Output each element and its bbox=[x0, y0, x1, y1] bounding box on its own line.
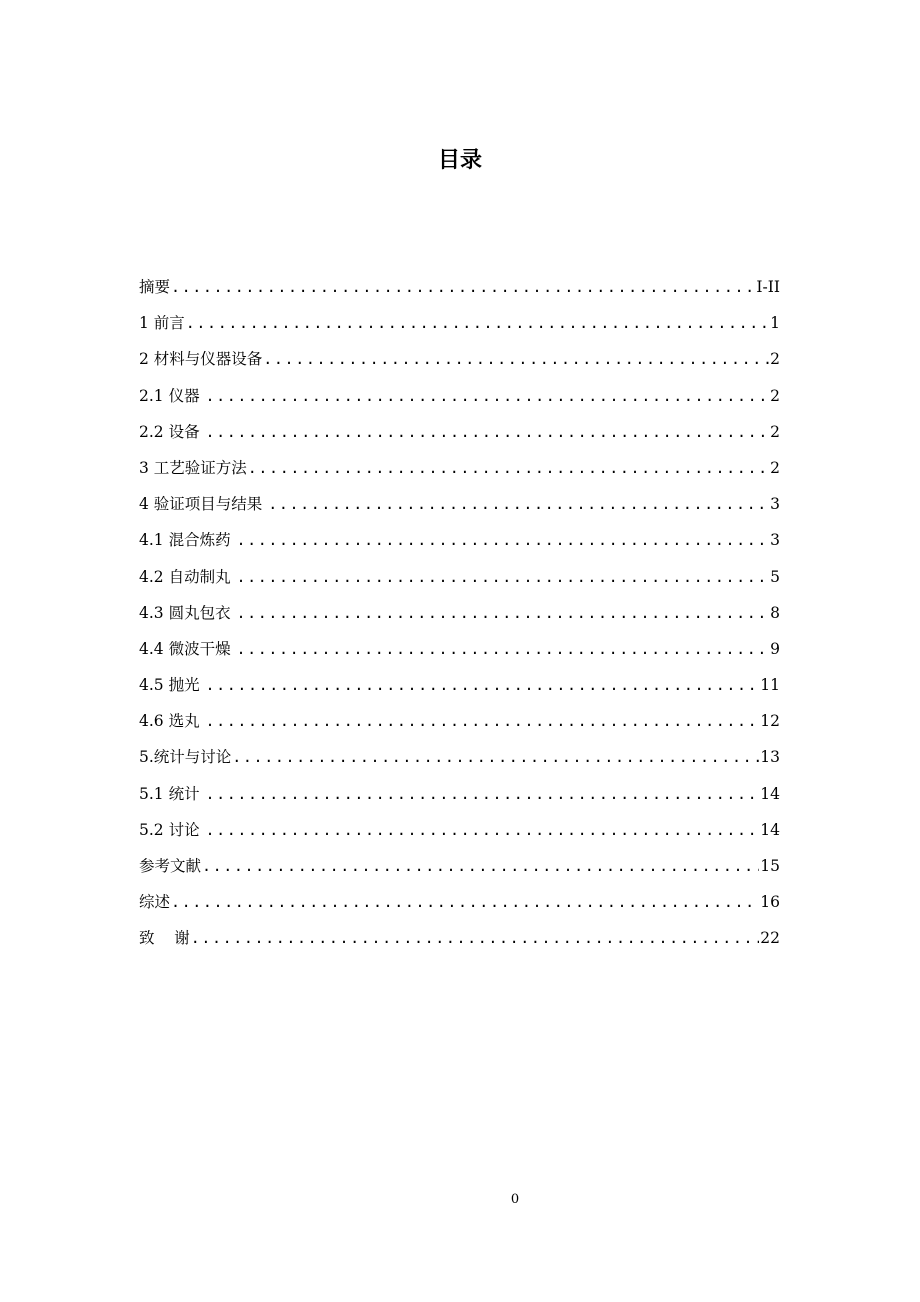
toc-entry-microwave-drying[interactable] bbox=[139, 631, 780, 667]
toc-entry-page: 5 bbox=[770, 567, 780, 586]
toc-dot-leader bbox=[268, 486, 769, 522]
toc-dot-leader bbox=[191, 920, 760, 956]
toc-dot-leader bbox=[237, 559, 770, 595]
toc-entry-page: 2 bbox=[770, 458, 780, 477]
toc-entry-page: 3 bbox=[770, 531, 780, 550]
toc-entry-acknowledgements[interactable] bbox=[139, 920, 780, 956]
toc-entry-label: 致 谢 bbox=[139, 929, 190, 948]
toc-dot-leader bbox=[186, 305, 769, 341]
toc-entry-label: 2.2 设备 bbox=[139, 422, 205, 441]
toc-entry-label: 2 材料与仪器设备 bbox=[139, 350, 263, 369]
toc-entry-page: 2 bbox=[770, 422, 780, 441]
toc-entry-page: 9 bbox=[770, 639, 780, 658]
toc-entry-results[interactable] bbox=[139, 486, 780, 522]
toc-entry-mixing[interactable] bbox=[139, 522, 780, 558]
toc-entry-pill-making[interactable] bbox=[139, 559, 780, 595]
footer-page-number: 0 bbox=[510, 1192, 520, 1207]
toc-entry-polishing[interactable] bbox=[139, 667, 780, 703]
toc-entry-page: I-II bbox=[756, 278, 780, 296]
toc-entry-page: 12 bbox=[760, 712, 780, 731]
toc-entry-page: 13 bbox=[760, 748, 780, 767]
toc-dot-leader bbox=[206, 812, 760, 848]
table-of-contents bbox=[139, 269, 780, 957]
toc-entry-label: 4.5 抛光 bbox=[139, 676, 205, 695]
toc-entry-page: 15 bbox=[760, 857, 780, 875]
toc-entry-equipment[interactable] bbox=[139, 414, 780, 450]
toc-entry-methods[interactable] bbox=[139, 450, 780, 486]
toc-dot-leader bbox=[206, 414, 770, 450]
toc-entry-coating[interactable] bbox=[139, 595, 780, 631]
toc-dot-leader bbox=[237, 595, 770, 631]
toc-dot-leader bbox=[248, 450, 769, 486]
toc-entry-review[interactable] bbox=[139, 884, 780, 920]
toc-entry-page: 8 bbox=[770, 603, 780, 622]
toc-entry-label: 摘要 bbox=[139, 278, 171, 296]
toc-entry-page: 2 bbox=[770, 386, 780, 405]
toc-dot-leader bbox=[237, 631, 770, 667]
toc-dot-leader bbox=[206, 776, 760, 812]
toc-entry-page: 1 bbox=[770, 314, 780, 333]
toc-entry-label: 参考文献 bbox=[139, 857, 202, 875]
toc-entry-label: 3 工艺验证方法 bbox=[139, 458, 247, 477]
toc-entry-page: 2 bbox=[770, 350, 780, 369]
toc-entry-page: 11 bbox=[760, 676, 780, 695]
toc-dot-leader bbox=[232, 739, 759, 775]
toc-dot-leader bbox=[202, 848, 759, 884]
toc-entry-label: 4.1 混合炼药 bbox=[139, 531, 236, 550]
toc-entry-instruments[interactable] bbox=[139, 378, 780, 414]
toc-entry-materials[interactable] bbox=[139, 341, 780, 377]
toc-entry-label: 4.2 自动制丸 bbox=[139, 567, 236, 586]
toc-entry-label: 2.1 仪器 bbox=[139, 386, 205, 405]
toc-entry-label: 4.4 微波干燥 bbox=[139, 639, 236, 658]
toc-dot-leader bbox=[171, 269, 755, 305]
toc-dot-leader bbox=[171, 884, 759, 920]
toc-dot-leader bbox=[263, 341, 769, 377]
toc-dot-leader bbox=[237, 522, 770, 558]
toc-entry-label: 5.2 讨论 bbox=[139, 820, 205, 839]
toc-entry-preface[interactable] bbox=[139, 305, 780, 341]
toc-entry-page: 16 bbox=[760, 893, 780, 912]
page-title: 目录 bbox=[437, 148, 482, 173]
toc-entry-label: 5.统计与讨论 bbox=[139, 748, 232, 767]
toc-entry-statistics[interactable] bbox=[139, 776, 780, 812]
toc-entry-references[interactable] bbox=[139, 848, 780, 884]
toc-dot-leader bbox=[206, 667, 760, 703]
toc-entry-page: 14 bbox=[760, 784, 780, 803]
toc-entry-selection[interactable] bbox=[139, 703, 780, 739]
toc-entry-statistics-discussion[interactable] bbox=[139, 739, 780, 775]
toc-entry-page: 14 bbox=[760, 820, 780, 839]
toc-entry-label: 5.1 统计 bbox=[139, 784, 205, 803]
toc-entry-page: 22 bbox=[760, 929, 780, 948]
toc-dot-leader bbox=[206, 378, 770, 414]
toc-entry-label: 4 验证项目与结果 bbox=[139, 495, 268, 514]
toc-entry-discussion[interactable] bbox=[139, 812, 780, 848]
toc-entry-label: 1 前言 bbox=[139, 314, 185, 333]
toc-entry-page: 3 bbox=[770, 495, 780, 514]
toc-entry-abstract[interactable] bbox=[139, 269, 780, 305]
toc-dot-leader bbox=[206, 703, 760, 739]
toc-entry-label: 4.3 圆丸包衣 bbox=[139, 603, 236, 622]
toc-entry-label: 综述 bbox=[139, 893, 171, 912]
toc-entry-label: 4.6 选丸 bbox=[139, 712, 205, 731]
